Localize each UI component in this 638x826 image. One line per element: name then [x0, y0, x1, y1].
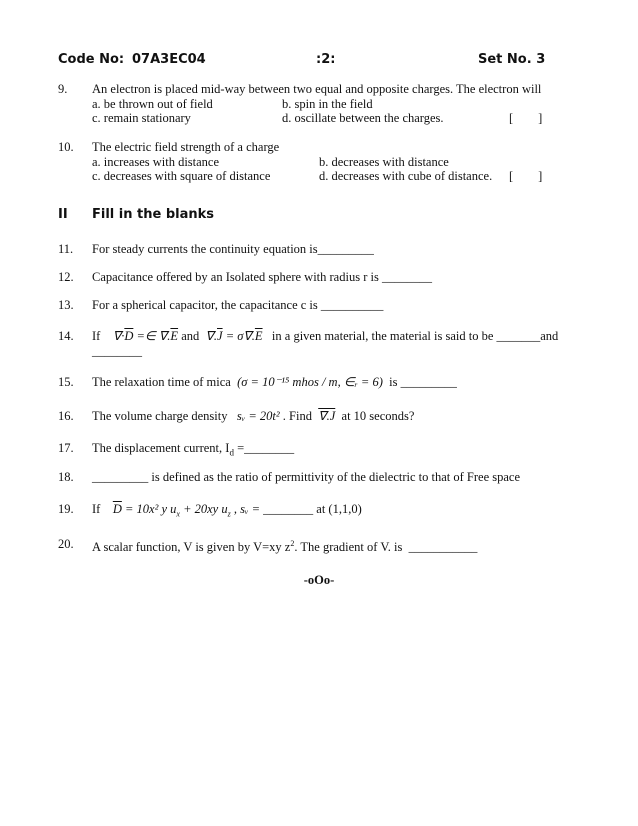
- answer-bracket: [ ]: [509, 169, 543, 183]
- equation-part: = σ∇.: [222, 329, 255, 343]
- vector-e: $\overline{E}$: [170, 329, 179, 343]
- question-16: [58, 409, 578, 425]
- section-title: Fill in the blanks: [92, 207, 214, 222]
- question-number: 19.: [58, 502, 74, 516]
- option-d: d. decreases with cube of distance.: [319, 169, 493, 183]
- connector: . Find: [282, 409, 312, 423]
- question-text: For steady currents the continuity equation is_________: [92, 242, 374, 256]
- subscript: x: [176, 509, 180, 519]
- subscript: z: [227, 509, 231, 519]
- option-c: c. decreases with square of distance: [92, 169, 271, 183]
- question-number: 11.: [58, 242, 74, 256]
- question-suffix: ________ at (1,1,0): [263, 502, 362, 516]
- question-19: [58, 502, 578, 518]
- answer-bracket: [ ]: [509, 111, 543, 125]
- superscript: 2: [290, 539, 295, 548]
- question-13: [58, 298, 578, 314]
- question-number: 17.: [58, 441, 74, 455]
- equation-part: + 20xy u: [179, 502, 228, 516]
- equation: [112, 502, 261, 519]
- vector-d: $\overline{D}$: [124, 329, 134, 343]
- question-prefix: If: [92, 329, 101, 343]
- question-15: [58, 375, 578, 391]
- question-text: A scalar function, V is given by V=xy z: [92, 540, 291, 555]
- question-text: _________ is defined as the ratio of permittivity of the dielectric to that of Free space: [92, 470, 520, 484]
- question-prefix: The relaxation time of mica: [92, 375, 231, 389]
- vector-d: $\overline{D}$: [112, 502, 122, 516]
- question-20: [58, 537, 578, 553]
- question-text: An electron is placed mid-way between two equal and opposite charges. The electron will: [92, 82, 542, 96]
- connector: and: [178, 329, 203, 343]
- equation-part: ∇.: [205, 329, 217, 343]
- equation-1: [113, 329, 178, 343]
- question-text: Capacitance offered by an Isolated sphere with radius r is ________: [92, 270, 432, 284]
- question-prefix: If: [92, 502, 101, 516]
- equation-part: , sᵥ =: [230, 502, 261, 516]
- option-b: b. decreases with distance: [319, 154, 449, 169]
- section-number: II: [58, 207, 68, 222]
- question-number: 15.: [58, 375, 74, 389]
- option-c: c. remain stationary: [92, 111, 191, 125]
- section-heading: [58, 208, 578, 224]
- question-number: 13.: [58, 298, 74, 312]
- equation: (σ = 10⁻¹⁵ mhos / m, ∈ᵣ = 6): [237, 375, 383, 389]
- question-14: [58, 329, 578, 363]
- equation-divergence: ∇.J: [318, 409, 336, 423]
- question-text: The electric field strength of a charge: [92, 140, 280, 154]
- option-b: b. spin in the field: [282, 96, 373, 111]
- question-text: The displacement current, I: [92, 441, 230, 455]
- header: [58, 52, 578, 68]
- question-11: [58, 242, 578, 258]
- end-marker: -oOo-: [303, 573, 335, 587]
- equation: sᵥ = 20t²: [236, 409, 280, 423]
- question-12: [58, 270, 578, 286]
- vector-e: $\overline{E}$: [254, 329, 263, 343]
- code-label: Code No:: [58, 52, 125, 67]
- question-line-2: ________: [92, 343, 142, 358]
- vector-j: $\overline{J}$: [217, 329, 223, 343]
- question-number: 9.: [58, 82, 68, 96]
- question-number: 14.: [58, 329, 74, 343]
- question-number: 12.: [58, 270, 74, 284]
- equation-part: = 10x² y u: [121, 502, 177, 516]
- question-number: 18.: [58, 470, 74, 484]
- question-17: [58, 441, 578, 457]
- question-suffix: in a given material, the material is said to be _______and: [271, 329, 559, 343]
- page-number: :2:: [316, 52, 336, 67]
- question-number: 16.: [58, 409, 74, 423]
- question-10: [58, 140, 578, 184]
- question-text: For a spherical capacitor, the capacitance c is __________: [92, 298, 384, 312]
- question-suffix: . The gradient of V. is ___________: [294, 540, 478, 555]
- option-d: d. oscillate between the charges.: [282, 111, 444, 125]
- question-number: 10.: [58, 140, 74, 154]
- question-number: 20.: [58, 537, 74, 551]
- question-9: [58, 82, 578, 126]
- option-a: a. increases with distance: [92, 154, 220, 169]
- equation-2: [206, 329, 263, 343]
- subscript: d: [229, 447, 234, 458]
- question-prefix: The volume charge density: [92, 409, 228, 423]
- code-number: 07A3EC04: [132, 52, 206, 67]
- equation-part: =∈ ∇.: [133, 329, 171, 343]
- question-18: [58, 470, 578, 486]
- option-a: a. be thrown out of field: [92, 96, 213, 111]
- set-number: Set No. 3: [478, 52, 546, 67]
- equation-part: ∇·: [112, 329, 125, 343]
- question-suffix: =________: [233, 441, 295, 455]
- question-suffix: is _________: [389, 375, 457, 389]
- question-suffix: at 10 seconds?: [341, 409, 415, 423]
